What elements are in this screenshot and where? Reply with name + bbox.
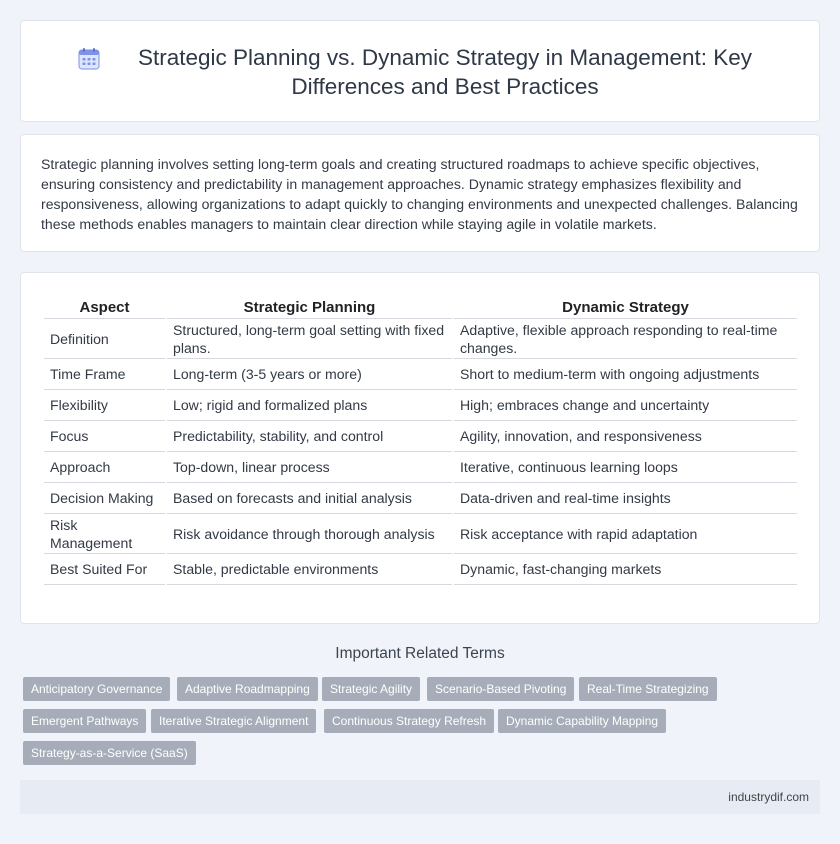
tag-anticipatory-governance[interactable]: Anticipatory Governance [23,677,170,701]
intro-paragraph: Strategic planning involves setting long-term goals and creating structured roadmaps to achieve specific objectives, ensuring consistency and predictability in management approaches. Dynamic strategy emphasizes flexibility and responsiveness, allowing organizations to adapt quickly to changing environments and unexpected challenges. Balancing these methods enables managers to maintain clear direction while staying agile in volatile markets. [41,156,798,232]
header-card [20,20,820,122]
table-row [44,483,797,514]
table-cell: Adaptive, flexible approach responding to real-time changes. [454,319,797,359]
table-cell: Iterative, continuous learning loops [454,452,797,483]
table-cell: Risk Management [44,514,165,554]
table-cell: Long-term (3-5 years or more) [167,359,452,390]
tag-strategic-agility[interactable]: Strategic Agility [322,677,420,701]
tag-strategy-as-a-service[interactable]: Strategy-as-a-Service (SaaS) [23,741,196,765]
table-cell: High; embraces change and uncertainty [454,390,797,421]
table-cell: Decision Making [44,483,165,514]
tag-real-time-strategizing[interactable]: Real-Time Strategizing [579,677,717,701]
table-cell: Time Frame [44,359,165,390]
table-header-strategic-planning: Strategic Planning [167,297,452,319]
table-cell: Approach [44,452,165,483]
table-header-aspect: Aspect [44,297,165,319]
table-cell: Low; rigid and formalized plans [167,390,452,421]
tag-emergent-pathways[interactable]: Emergent Pathways [23,709,146,733]
table-row [44,390,797,421]
table-cell: Risk avoidance through thorough analysis [167,514,452,554]
page-title: Strategic Planning vs. Dynamic Strategy in Management: Key Differences and Best Practices [137,45,753,99]
footer [20,780,820,814]
table-cell: Dynamic, fast-changing markets [454,554,797,585]
table-row [44,319,797,359]
tag-continuous-strategy-refresh[interactable]: Continuous Strategy Refresh [324,709,494,733]
comparison-card [20,272,820,624]
table-row [44,514,797,554]
table-header-dynamic-strategy: Dynamic Strategy [454,297,797,319]
comparison-table [42,297,799,585]
table-cell: Stable, predictable environments [167,554,452,585]
intro-card [20,134,820,252]
tag-iterative-strategic-alignment[interactable]: Iterative Strategic Alignment [151,709,316,733]
table-cell: Definition [44,319,165,359]
table-cell: Data-driven and real-time insights [454,483,797,514]
table-cell: Based on forecasts and initial analysis [167,483,452,514]
table-cell: Short to medium-term with ongoing adjustments [454,359,797,390]
table-cell: Risk acceptance with rapid adaptation [454,514,797,554]
tag-dynamic-capability-mapping[interactable]: Dynamic Capability Mapping [498,709,666,733]
table-row [44,452,797,483]
table-row [44,554,797,585]
footer-site-link[interactable]: industrydif.com [728,790,809,804]
table-cell: Flexibility [44,390,165,421]
table-row [44,359,797,390]
table-cell: Agility, innovation, and responsiveness [454,421,797,452]
table-cell: Top-down, linear process [167,452,452,483]
table-cell: Best Suited For [44,554,165,585]
table-cell: Structured, long-term goal setting with fixed plans. [167,319,452,359]
table-row [44,421,797,452]
tag-scenario-based-pivoting[interactable]: Scenario-Based Pivoting [427,677,574,701]
table-cell: Focus [44,421,165,452]
table-cell: Predictability, stability, and control [167,421,452,452]
tag-adaptive-roadmapping[interactable]: Adaptive Roadmapping [177,677,318,701]
related-terms-title: Important Related Terms [335,645,505,662]
